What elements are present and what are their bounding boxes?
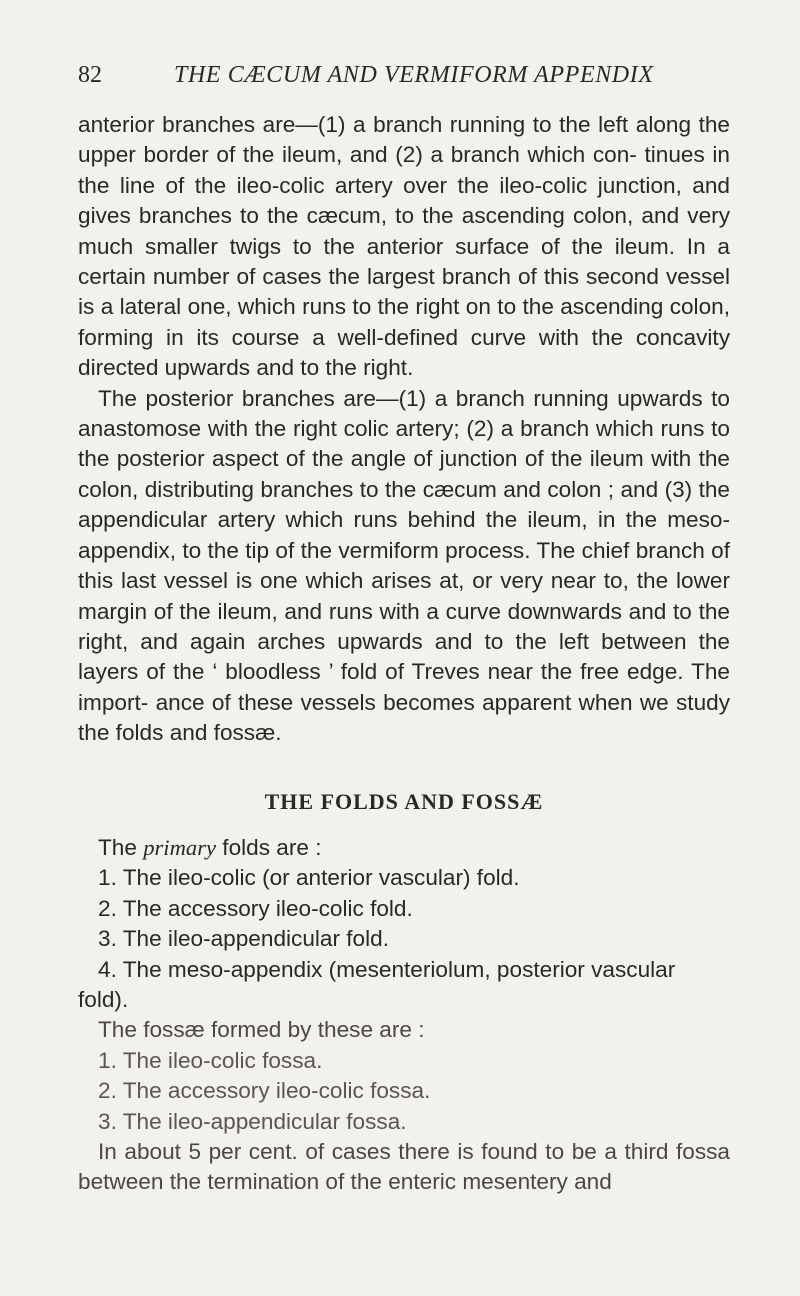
paragraph-anterior-branches: anterior branches are—(1) a branch running to the left along the upper border of the ileum, and (2) a branch which con- tinues in the line of the ileo-colic artery over the ileo-colic junction, and gives branches to the cæcum, to the ascending colon, and very much smaller twigs to the anterior surface of the ileum. In a certain number of cases the largest branch of this second vessel is a lateral one, which runs to the right on to the ascending colon, forming in its course a well-defined curve with the concavity directed upwards and to the right. <box>78 112 730 381</box>
section-heading: THE FOLDS AND FOSSÆ <box>264 788 544 814</box>
running-title: THE CÆCUM AND VERMIFORM APPENDIX <box>174 62 654 88</box>
fossae-list <box>78 1046 730 1137</box>
paragraph-third-fossa: In about 5 per cent. of cases there is found to be a third fossa between the termination of the enteric mesentery and <box>78 1139 730 1195</box>
page-number: 82 <box>78 62 102 88</box>
list-item: 2. The accessory ileo-colic fold. <box>98 895 413 921</box>
primary-intro-suffix: folds are : <box>216 834 322 860</box>
list-item: 3. The ileo-appendicular fold. <box>98 926 389 952</box>
primary-folds-intro <box>78 833 730 863</box>
list-item: 3. The ileo-appendicular fossa. <box>98 1108 407 1134</box>
list-item: 2. The accessory ileo-colic fossa. <box>98 1078 431 1104</box>
list-item: 1. The ileo-colic (or anterior vascular) fold. <box>98 865 520 891</box>
primary-intro-italic: primary <box>143 834 217 860</box>
body-text <box>78 110 730 1198</box>
primary-intro-prefix: The <box>98 834 144 860</box>
running-head <box>78 62 758 98</box>
paragraph-posterior-branches: The posterior branches are—(1) a branch running upwards to anastomose with the right colic artery; (2) a branch which runs to the posterior aspect of the angle of junction of the ileum with the colon, distributing branches to the cæcum and colon ; and (3) the appendicular artery which runs behind the ileum, in the meso-appendix, to the tip of the vermiform process. The chief branch of this last vessel is one which arises at, or very near to, the lower margin of the ileum, and runs with a curve downwards and to the right, and again arches upwards and to the left between the layers of the ‘ bloodless ’ fold of Treves near the free edge. The import- ance of these vessels becomes apparent when we study the folds and fossæ. <box>78 385 730 746</box>
fossae-intro: The fossæ formed by these are : <box>98 1017 425 1043</box>
list-item: 4. The meso-appendix (mesenteriolum, posterior vascular fold). <box>78 956 676 1012</box>
list-item: 1. The ileo-colic fossa. <box>98 1047 323 1073</box>
primary-folds-list <box>78 863 730 1015</box>
